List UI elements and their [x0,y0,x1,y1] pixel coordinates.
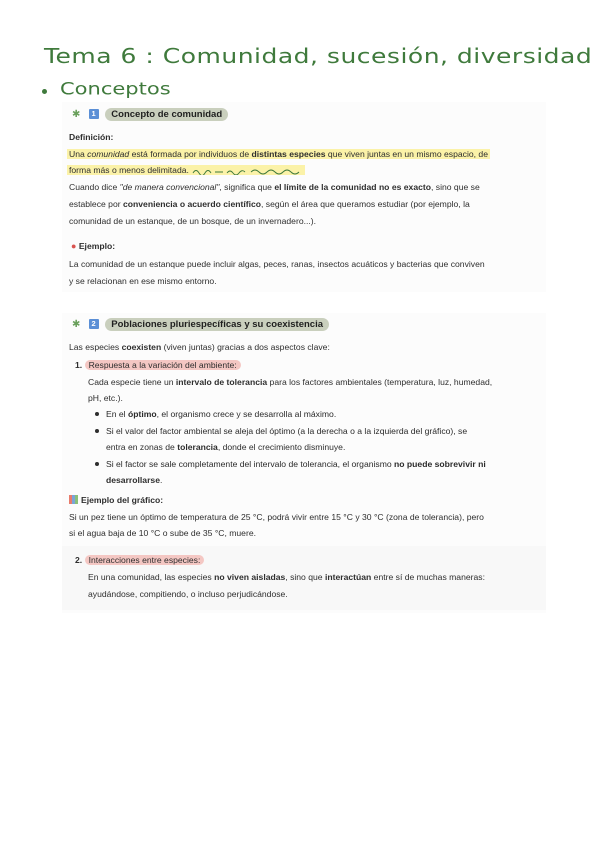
item1-line-2: pH, etc.). [88,393,123,403]
example-line-2: y se relacionan en ese mismo entorno. [69,276,217,286]
handwritten-scribble [191,167,303,175]
example-line-1: La comunidad de un estanque puede incluir algas, peces, ranas, insectos acuáticos y bacterias que conviven [69,259,485,269]
page-title: Tema 6 : Comunidad, sucesión, diversidad [44,44,593,68]
item1-heading: 1. Respuesta a la variación del ambiente: [75,357,241,373]
section1-heading-row [72,109,228,120]
item2-line-1: En una comunidad, las especies no viven aisladas, sino que interactúan entre sí de muchas maneras: [88,572,485,582]
puzzle-icon: ✱ [72,319,81,330]
bar-chart-icon [69,495,78,504]
item2-line-2: ayudándose, compitiendo, o incluso perjudicándose. [88,589,288,599]
coexistence-intro: Las especies coexisten (viven juntas) gracias a dos aspectos clave: [69,342,330,352]
item1-title: Respuesta a la variación del ambiente: [85,360,241,370]
pin-icon: ● [71,241,77,251]
graph-example-line-1: Si un pez tiene un óptimo de temperatura de 25 °C, podrá vivir entre 15 °C y 30 °C (zona de tolerancia), pero [69,512,484,522]
number-badge: 1 [89,109,99,119]
example-heading: ● Ejemplo: [71,241,116,251]
bullet-tolerance: Si el valor del factor ambiental se aleja del óptimo (a la derecha o a la izquierda del gráfico), se [106,423,467,439]
graph-example-heading: Ejemplo del gráfico: [69,492,163,508]
bullet-survival: Si el factor se sale completamente del intervalo de tolerancia, el organismo no puede sobrevivir ni [106,456,486,472]
section1-heading: Concepto de comunidad [105,108,228,121]
item2-title: Interacciones entre especies: [85,555,205,565]
definition-line-1: Una comunidad está formada por individuos de distintas especies que viven juntas en un mismo espacio, de [69,149,488,159]
item1-line-1: Cada especie tiene un intervalo de tolerancia para los factores ambientales (temperatura, luz, humedad, [88,377,493,387]
bullet-optimum: En el óptimo, el organismo crece y se desarrolla al máximo. [106,406,336,422]
graph-example-line-2: si el agua baja de 10 °C o sube de 35 °C, muere. [69,528,256,538]
section2-heading: Poblaciones pluriespecíficas y su coexistencia [105,318,329,331]
bullet-dot [42,89,47,94]
section-heading: Conceptos [60,79,171,99]
bullet-tolerance-cont: entra en zonas de tolerancia, donde el crecimiento disminuye. [106,442,346,452]
definition-line-2: forma más o menos delimitada. [67,162,305,178]
item2-heading: 2. Interacciones entre especies: [75,552,204,568]
conventional-line-1: Cuando dice "de manera convencional", significa que el límite de la comunidad no es exacto, sino que se [69,182,480,192]
conventional-line-3: comunidad de un estanque, de un bosque, de un invernadero...). [69,216,317,226]
definition-label: Definición: [69,132,114,142]
puzzle-icon: ✱ [72,109,81,120]
section2-heading-row [72,319,329,330]
bullet-survival-cont: desarrollarse. [106,475,163,485]
conventional-line-2: establece por conveniencia o acuerdo científico, según el área que queramos estudiar (por ejemplo, la [69,199,470,209]
number-badge: 2 [89,319,99,329]
